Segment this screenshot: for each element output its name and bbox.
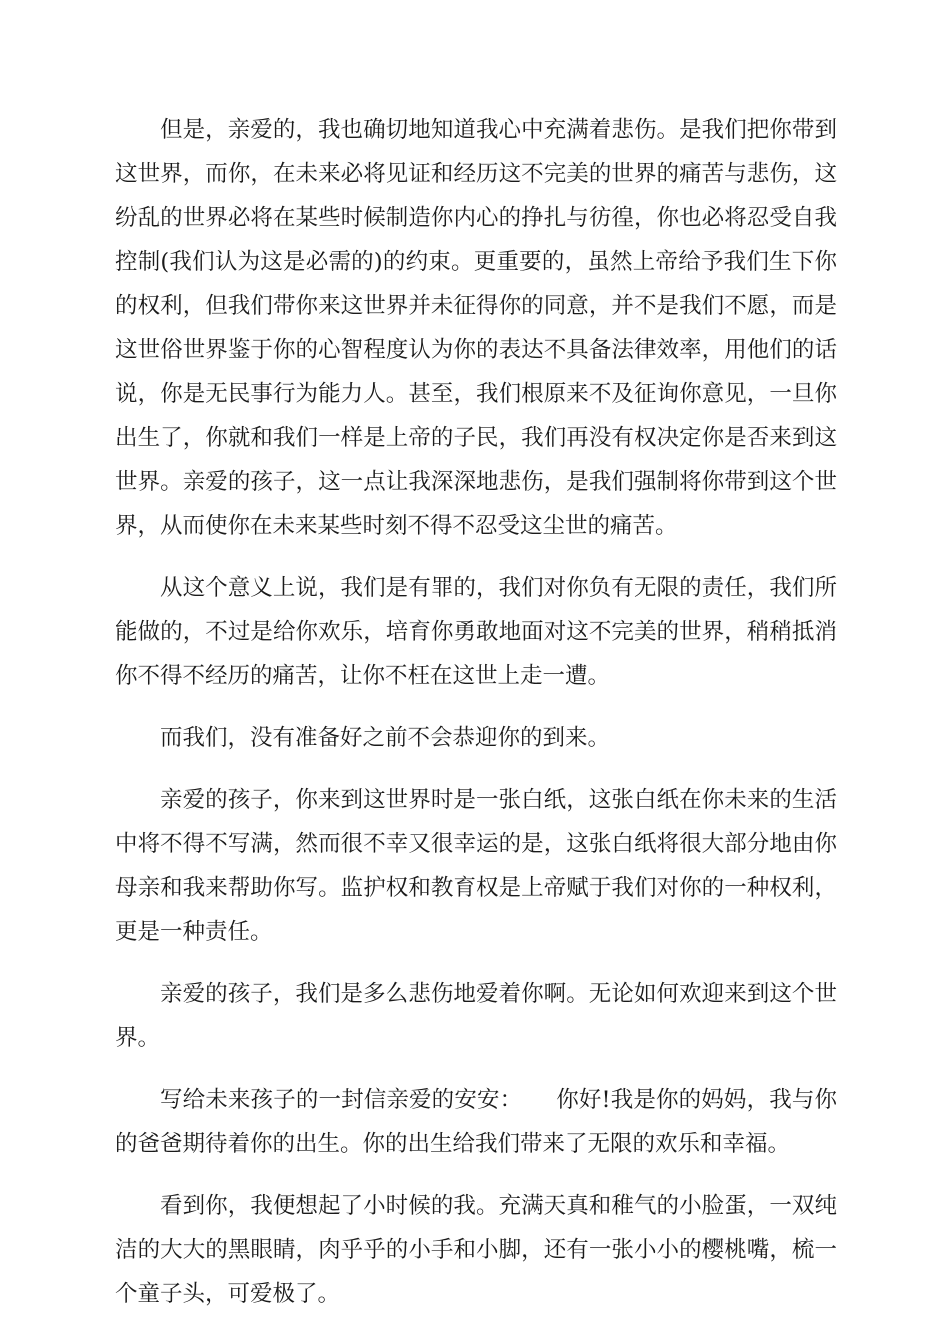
- paragraph-3: 而我们，没有准备好之前不会恭迎你的到来。: [160, 725, 611, 751]
- paragraph-7: 看到你，我便想起了小时候的我。充满天真和稚气的小脸蛋，一双纯洁的大大的黑眼睛，肉乎乎的小手和小脚，还有一张小小的樱桃嘴，梳一个童子头，可爱极了。: [115, 1193, 837, 1307]
- paragraph-1: 但是，亲爱的，我也确切地知道我心中充满着悲伤。是我们把你带到这世界，而你，在未来必将见证和经历这不完美的世界的痛苦与悲伤，这纷乱的世界必将在某些时候制造你内心的挣扎与彷徨，你也必将忍受自我控制(我们认为这是必需的)的约束。更重要的，虽然上帝给予我们生下你的权利，但我们带你来这世界并未征得你的同意，并不是我们不愿，而是这世俗世界鉴于你的心智程度认为你的表达不具备法律效率，用他们的话说，你是无民事行为能力人。甚至，我们根原来不及征询你意见，一旦你出生了，你就和我们一样是上帝的子民，我们再没有权决定你是否来到这世界。亲爱的孩子，这一点让我深深地悲伤，是我们强制将你带到这个世界，从而使你在未来某些时刻不得不忍受这尘世的痛苦。: [115, 117, 837, 539]
- paragraph-2: 从这个意义上说，我们是有罪的，我们对你负有无限的责任，我们所能做的，不过是给你欢乐，培育你勇敢地面对这不完美的世界，稍稍抵消你不得不经历的痛苦，让你不枉在这世上走一遭。: [115, 575, 837, 689]
- document-body: [115, 108, 837, 1334]
- paragraph-5: 亲爱的孩子，我们是多么悲伤地爱着你啊。无论如何欢迎来到这个世界。: [115, 981, 837, 1051]
- paragraph-6: 写给未来孩子的一封信亲爱的安安： 你好!我是你的妈妈，我与你的爸爸期待着你的出生。你的出生给我们带来了无限的欢乐和幸福。: [115, 1087, 837, 1157]
- paragraph-4: 亲爱的孩子，你来到这世界时是一张白纸，这张白纸在你未来的生活中将不得不写满，然而很不幸又很幸运的是，这张白纸将很大部分地由你母亲和我来帮助你写。监护权和教育权是上帝赋于我们对你的一种权利，更是一种责任。: [115, 787, 837, 945]
